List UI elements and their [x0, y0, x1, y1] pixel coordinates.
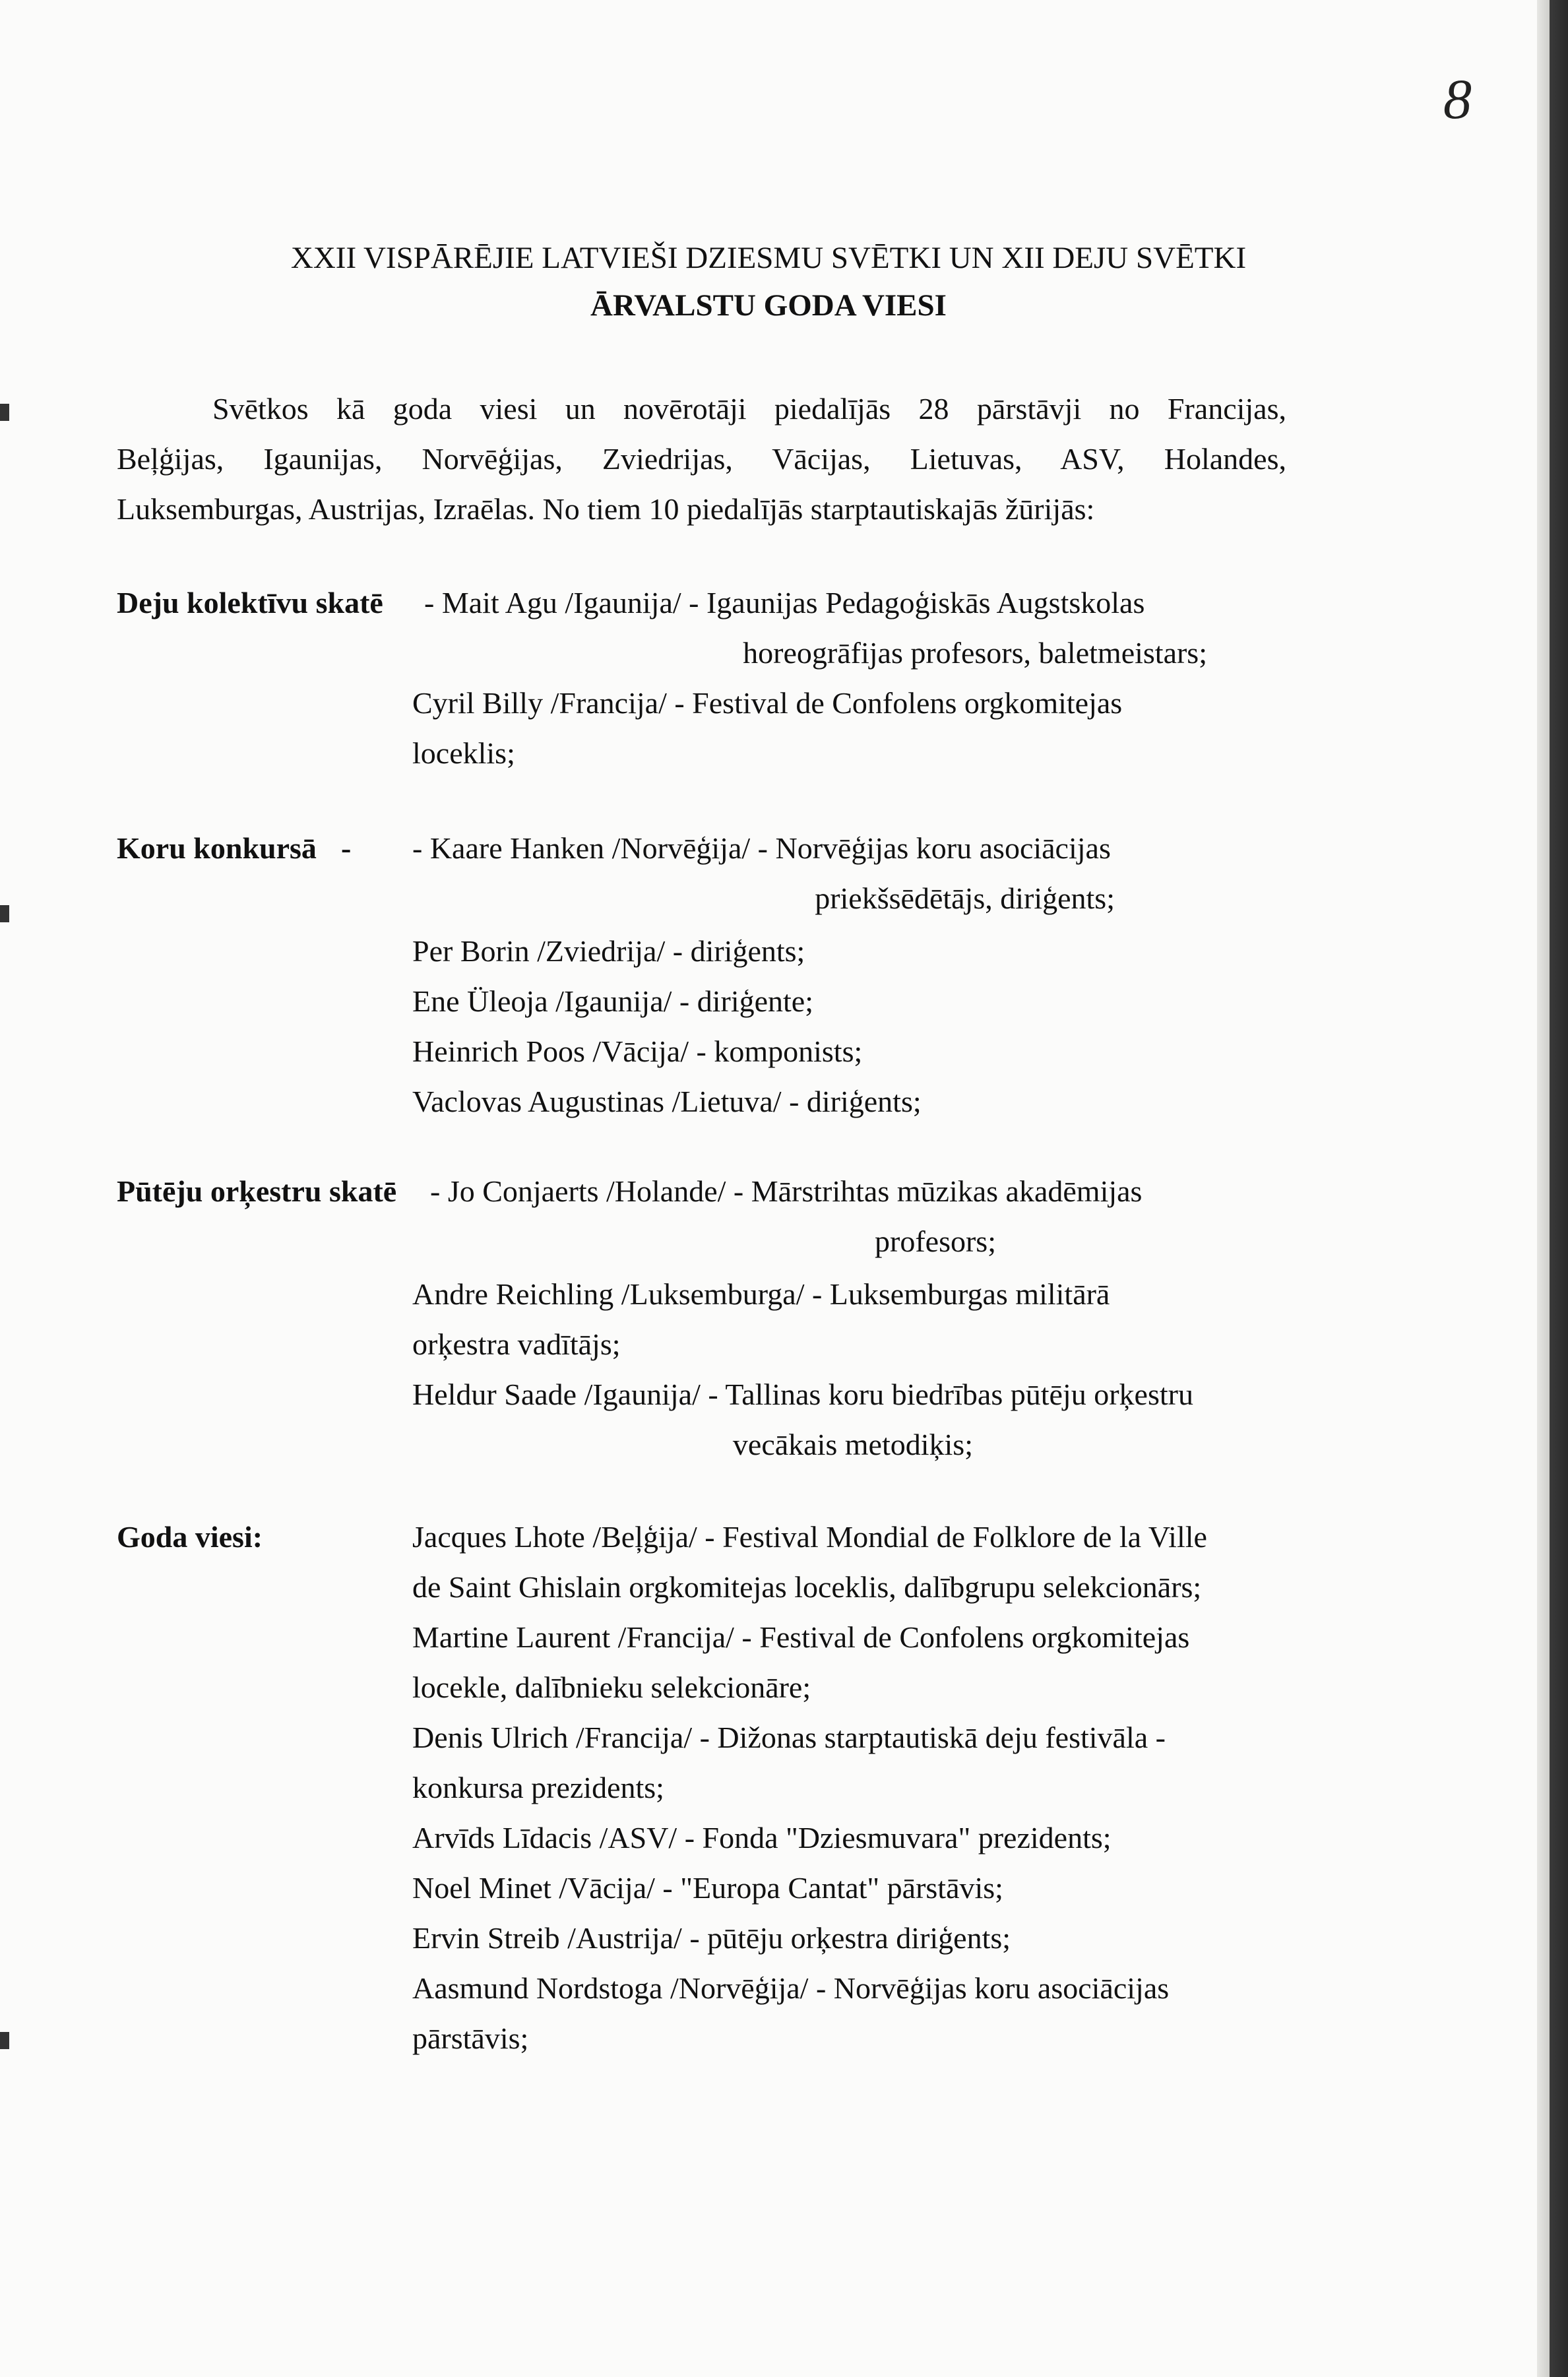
section-line: Cyril Billy /Francija/ - Festival de Confolens orgkomitejas	[412, 686, 1123, 720]
section-line: konkursa prezidents;	[412, 1771, 664, 1804]
document-subtitle: ĀRVALSTU GODA VIESI	[590, 288, 947, 323]
section-line: - Jo Conjaerts /Holande/ - Mārstrihtas mūzikas akadēmijas	[430, 1174, 1143, 1208]
section-line: Ervin Streib /Austrija/ - pūtēju orķestra diriģents;	[412, 1921, 1011, 1955]
binder-mark	[0, 404, 9, 421]
section-line: - Mait Agu /Igaunija/ - Igaunijas Pedagoģiskās Augstskolas	[424, 586, 1145, 619]
section-label-choir: Koru konkursā	[117, 831, 317, 865]
section-line: Arvīds Līdacis /ASV/ - Fonda "Dziesmuvara" prezidents;	[412, 1821, 1112, 1854]
section-line: Heldur Saade /Igaunija/ - Tallinas koru biedrības pūtēju orķestru	[412, 1378, 1193, 1411]
section-line: vecākais metodiķis;	[732, 1428, 973, 1461]
section-line: Denis Ulrich /Francija/ - Dižonas starptautiskā deju festivāla -	[412, 1721, 1166, 1754]
section-line: Martine Laurent /Francija/ - Festival de Confolens orgkomitejas	[412, 1620, 1190, 1654]
section-line: pārstāvis;	[412, 2021, 529, 2055]
page-number-mark: 8	[1443, 67, 1472, 131]
intro-line: Svētkos kā goda viesi un novērotāji piedalījās 28 pārstāvji no Francijas,	[212, 392, 1286, 426]
section-label-guests: Goda viesi:	[117, 1520, 263, 1554]
section-line: Aasmund Nordstoga /Norvēģija/ - Norvēģijas koru asociācijas	[412, 1971, 1170, 2005]
section-line: Per Borin /Zviedrija/ - diriģents;	[412, 934, 805, 968]
section-dash: -	[341, 831, 352, 865]
binder-mark	[0, 905, 9, 922]
section-line: profesors;	[875, 1224, 996, 1258]
section-line: locekle, dalībnieku selekcionāre;	[412, 1670, 811, 1704]
intro-line: Luksemburgas, Austrijas, Izraēlas. No tiem 10 piedalījās starptautiskajās žūrijās:	[117, 492, 1095, 526]
section-line: - Kaare Hanken /Norvēģija/ - Norvēģijas koru asociācijas	[412, 831, 1111, 865]
section-line: Vaclovas Augustinas /Lietuva/ - diriģents;	[412, 1085, 922, 1118]
section-line: Jacques Lhote /Beļģija/ - Festival Mondial de Folklore de la Ville	[412, 1520, 1207, 1554]
section-line: Heinrich Poos /Vācija/ - komponists;	[412, 1034, 863, 1068]
section-line: de Saint Ghislain orgkomitejas loceklis, dalībgrupu selekcionārs;	[412, 1570, 1202, 1604]
section-label-dance: Deju kolektīvu skatē	[117, 586, 383, 619]
section-label-brass: Pūtēju orķestru skatē	[117, 1174, 397, 1208]
section-line: loceklis;	[412, 736, 515, 770]
section-line: Noel Minet /Vācija/ - "Europa Cantat" pārstāvis;	[412, 1871, 1003, 1905]
section-line: Andre Reichling /Luksemburga/ - Luksemburgas militārā	[412, 1277, 1110, 1311]
section-line: Ene Üleoja /Igaunija/ - diriģente;	[412, 984, 813, 1018]
document-title: XXII VISPĀRĒJIE LATVIEŠI DZIESMU SVĒTKI UN XII DEJU SVĒTKI	[290, 241, 1247, 275]
section-line: horeogrāfijas profesors, baletmeistars;	[743, 636, 1207, 670]
section-line: priekšsēdētājs, diriģents;	[815, 881, 1115, 915]
page-edge	[1537, 0, 1568, 2377]
intro-line: Beļģijas, Igaunijas, Norvēģijas, Zviedrijas, Vācijas, Lietuvas, ASV, Holandes,	[117, 442, 1286, 476]
section-line: orķestra vadītājs;	[412, 1327, 621, 1361]
binder-mark	[0, 2032, 9, 2049]
